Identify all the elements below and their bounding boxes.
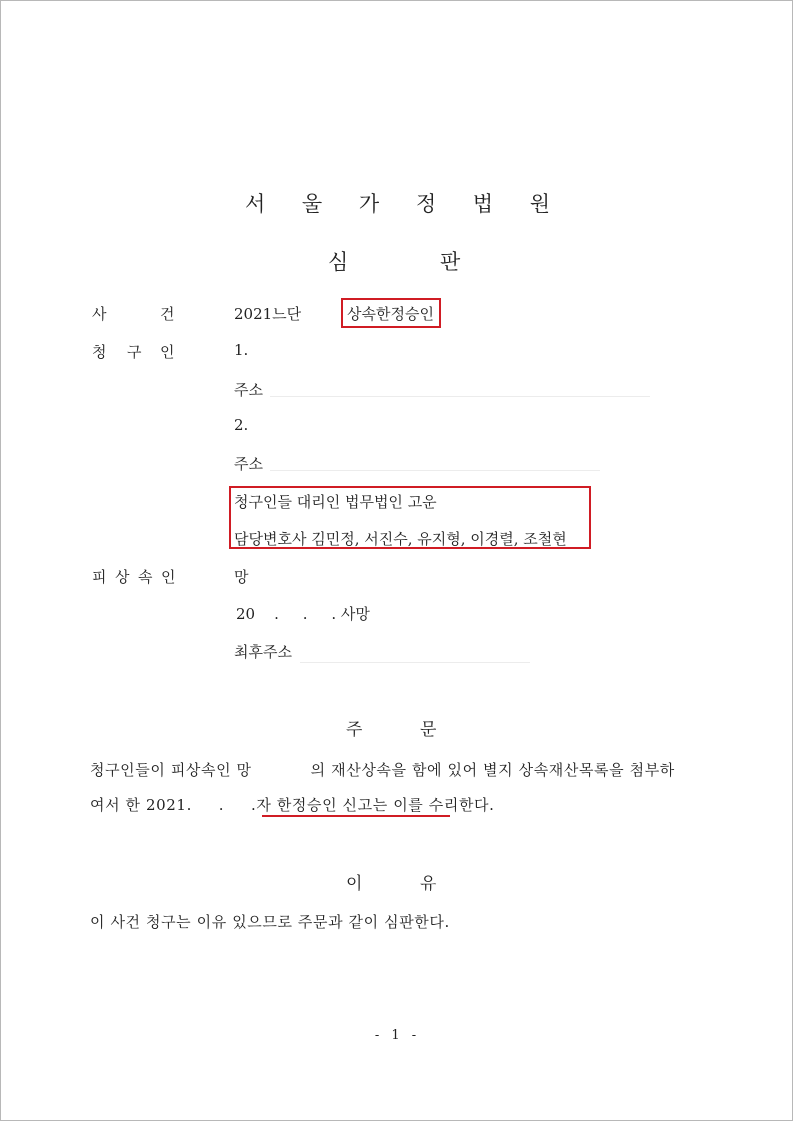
- claimant-1-number: 1.: [234, 341, 249, 359]
- claimant-2-address-label: 주소: [234, 455, 263, 473]
- redacted-line: [300, 662, 530, 663]
- deceased-label-b: 상: [115, 568, 130, 586]
- order-line-2-highlight: 한정승인 신고는 이를 수리: [276, 796, 459, 814]
- case-label-b: 건: [160, 305, 175, 323]
- order-heading-b: 문: [420, 720, 437, 740]
- case-name-highlight-box: [341, 298, 441, 328]
- case-number: 2021느단: [234, 305, 302, 323]
- order-heading-a: 주: [346, 720, 363, 740]
- deceased-label-c: 속: [138, 568, 153, 586]
- claimant-2-number: 2.: [234, 416, 249, 434]
- order-line-2: [90, 794, 495, 815]
- doc-type-right: 판: [440, 250, 461, 274]
- redacted-line: [270, 396, 650, 397]
- order-line-2-suffix: 한다.: [458, 796, 495, 814]
- reason-heading-a: 이: [346, 874, 363, 894]
- doc-type-left: 심: [328, 250, 349, 274]
- court-name: 서 울 가 정 법 원: [244, 192, 566, 216]
- claimant-label-b: 구: [127, 343, 142, 361]
- case-name: 상속한정승인: [347, 305, 434, 323]
- deceased-label-d: 인: [161, 568, 176, 586]
- agent-highlight-box: [229, 486, 591, 549]
- case-label-a: 사: [92, 305, 107, 323]
- agent-line-1: 청구인들 대리인 법무법인 고운: [234, 493, 437, 511]
- claimant-1-address-label: 주소: [234, 381, 263, 399]
- claimant-label-c: 인: [160, 343, 175, 361]
- reason-text: 이 사건 청구는 이유 있으므로 주문과 같이 심판한다.: [90, 913, 450, 931]
- order-highlight-underline: [262, 815, 450, 817]
- page-number: - 1 -: [374, 1028, 421, 1043]
- deceased-name-prefix: 망: [234, 568, 249, 586]
- redacted-line: [270, 470, 600, 471]
- reason-heading-b: 유: [420, 874, 437, 894]
- deceased-death-date: 20 . . . 사망: [236, 605, 370, 623]
- order-line-1: 청구인들이 피상속인 망 의 재산상속을 함에 있어 별지 상속재산목록을 첨부하: [90, 761, 675, 779]
- order-line-2-prefix: 여서 한 2021. . .자: [90, 796, 277, 814]
- agent-line-2: 담당변호사 김민정, 서진수, 유지형, 이경렬, 조철현: [234, 530, 567, 548]
- deceased-label-a: 피: [92, 568, 107, 586]
- deceased-last-address-label: 최후주소: [234, 643, 292, 661]
- claimant-label-a: 청: [92, 343, 107, 361]
